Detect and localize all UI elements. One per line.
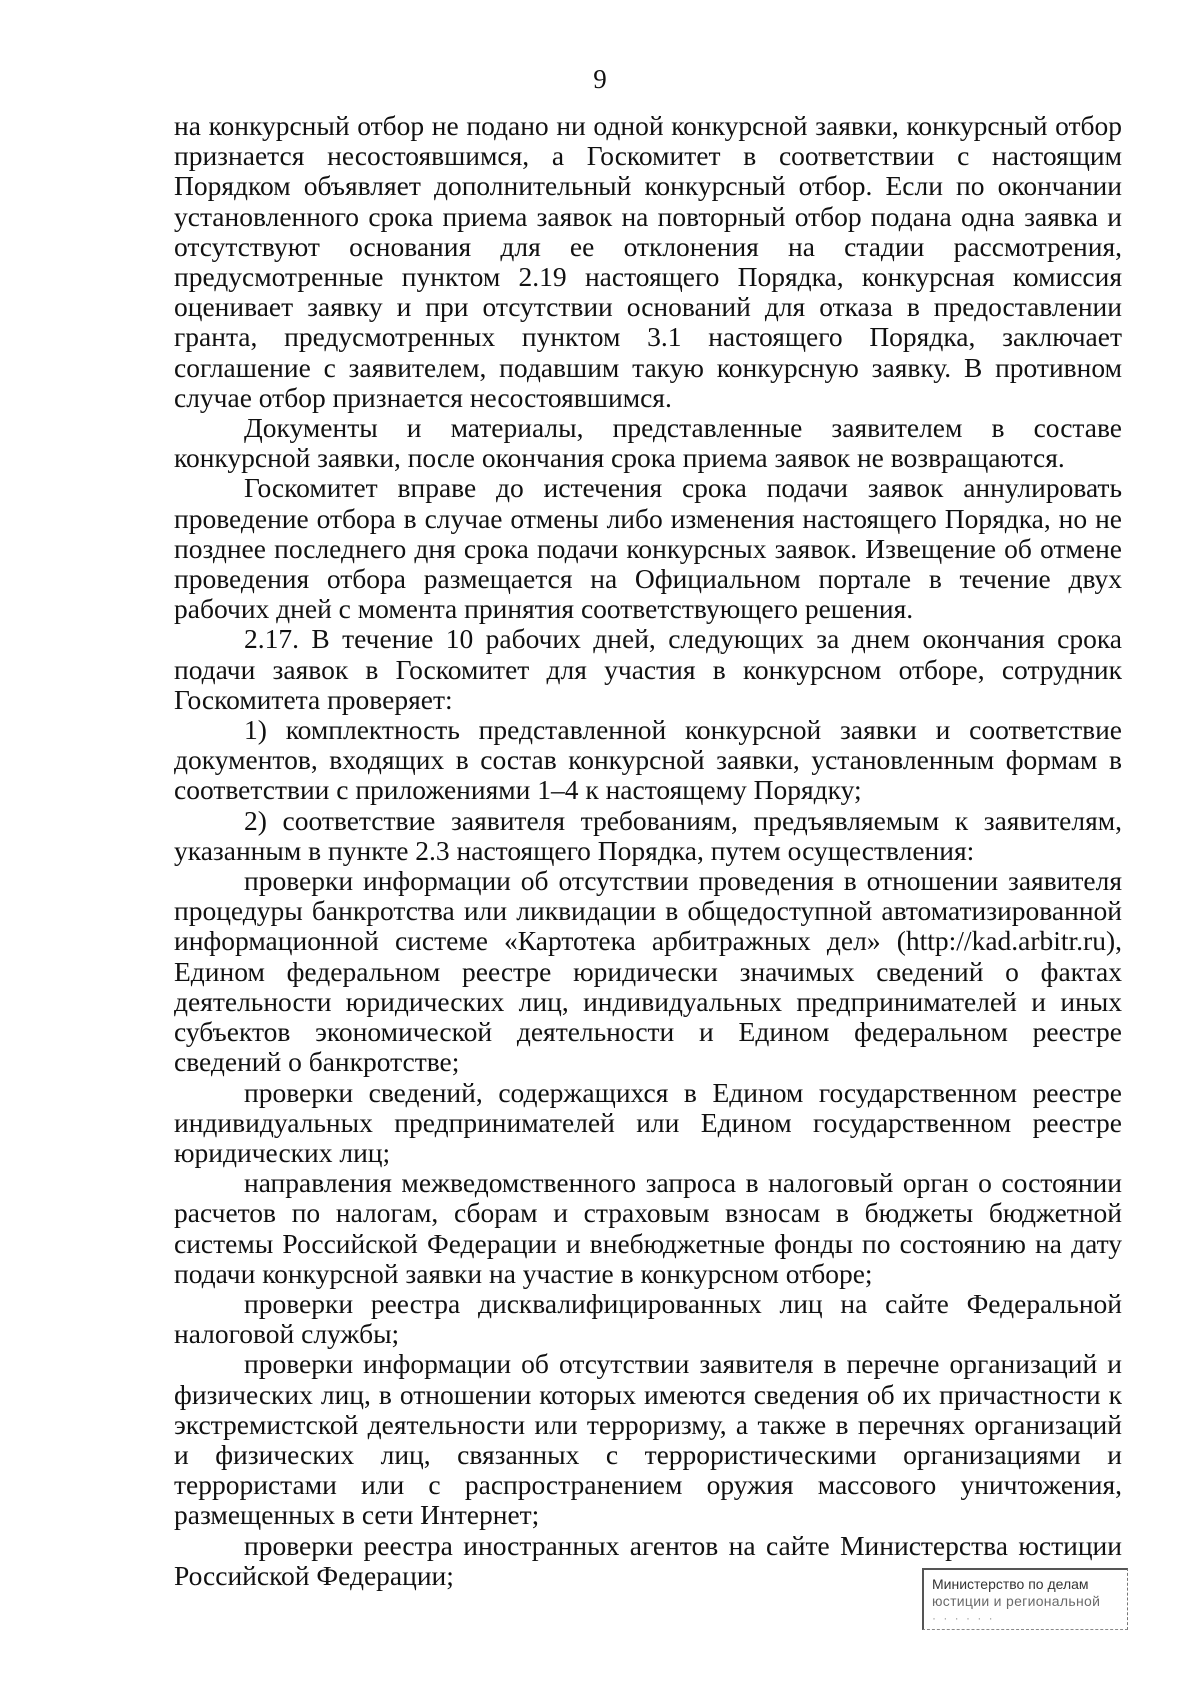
page-number: 9 xyxy=(593,64,607,94)
paragraph-section-2-17: 2.17. В течение 10 рабочих дней, следующих за днем окончания срока подачи заявок в Госкомитет для участия в конкурсном отборе, сотрудник Госкомитета проверяет: xyxy=(174,623,1122,715)
stamp-illegible-line: · · · · · · xyxy=(932,1611,995,1625)
stamp-line-1: Министерство по делам xyxy=(932,1576,1089,1592)
paragraph-continuation: на конкурсный отбор не подано ни одной конкурсной заявки, конкурсный отбор признается несостоявшимся, а Госкомитет в соответствии с настоящим Порядком объявляет дополнительный конкурсный отбор. Если по окончании установленного срока приема заявок на повторный отбор подана одна заявка и отсутствуют основания для ее отклонения на стадии рассмотрения, предусмотренные пунктом 2.19 настоящего Порядка, конкурсная комиссия оценивает заявку и при отсутствии оснований для отказа в предоставлении гранта, предусмотренных пунктом 3.1 настоящего Порядка, заключает соглашение с заявителем, подавшим такую конкурсную заявку. В противном случае отбор признается несостоявшимся. xyxy=(174,110,1122,413)
check-disqualified-register: проверки реестра дисквалифицированных лиц на сайте Федеральной налоговой службы; xyxy=(174,1287,1122,1350)
document-body xyxy=(174,111,1122,1591)
check-state-register: проверки сведений, содержащихся в Едином государственном реестре индивидуальных предпринимателей или Едином государственном реестре юридических лиц; xyxy=(174,1076,1122,1168)
stamp-line-2: юстиции и региональной xyxy=(932,1593,1101,1609)
paragraph-annulment: Госкомитет вправе до истечения срока подачи заявок аннулировать проведение отбора в случае отмены либо изменения настоящего Порядка, но не позднее последнего дня срока подачи конкурсных заявок. Извещение об отмене проведения отбора размещается на Официальном портале в течение двух рабочих дней с момента принятия соответствующего решения. xyxy=(174,472,1122,625)
check-tax-request: направления межведомственного запроса в налоговый орган о состоянии расчетов по налогам, сборам и страховым взносам в бюджеты бюджетной системы Российской Федерации и внебюджетные фонды по состоянию на дату подачи конкурсной заявки на участие в конкурсном отборе; xyxy=(174,1167,1122,1289)
list-item-1-completeness: 1) комплектность представленной конкурсной заявки и соответствие документов, входящих в состав конкурсной заявки, установленным формам в соответствии с приложениями 1–4 к настоящему Порядку; xyxy=(174,714,1122,806)
check-bankruptcy: проверки информации об отсутствии проведения в отношении заявителя процедуры банкротства или ликвидации в общедоступной автоматизированной информационной системе «Картотека арбитражных дел» (http://kad.arbitr.ru), Едином федеральном реестре юридически значимых сведений о фактах деятельности юридических лиц, индивидуальных предпринимателей и иных субъектов экономической деятельности и Едином федеральном реестре сведений о банкротстве; xyxy=(174,865,1122,1078)
list-item-2-compliance: 2) соответствие заявителя требованиям, предъявляемым к заявителям, указанным в пункте 2.3 настоящего Порядка, путем осуществления: xyxy=(174,804,1122,866)
ministry-stamp xyxy=(922,1568,1128,1630)
check-foreign-agents: проверки реестра иностранных агентов на сайте Министерства юстиции Российской Федерации; xyxy=(174,1529,1122,1591)
check-extremism-list: проверки информации об отсутствии заявителя в перечне организаций и физических лиц, в отношении которых имеются сведения об их причастности к экстремистской деятельности или терроризму, а также в перечнях организаций и физических лиц, связанных с террористическими организациями и террористами или с распространением оружия массового уничтожения, размещенных в сети Интернет; xyxy=(174,1348,1122,1531)
paragraph-documents-not-returned: Документы и материалы, представленные заявителем в составе конкурсной заявки, после окончания срока приема заявок не возвращаются. xyxy=(174,412,1122,474)
